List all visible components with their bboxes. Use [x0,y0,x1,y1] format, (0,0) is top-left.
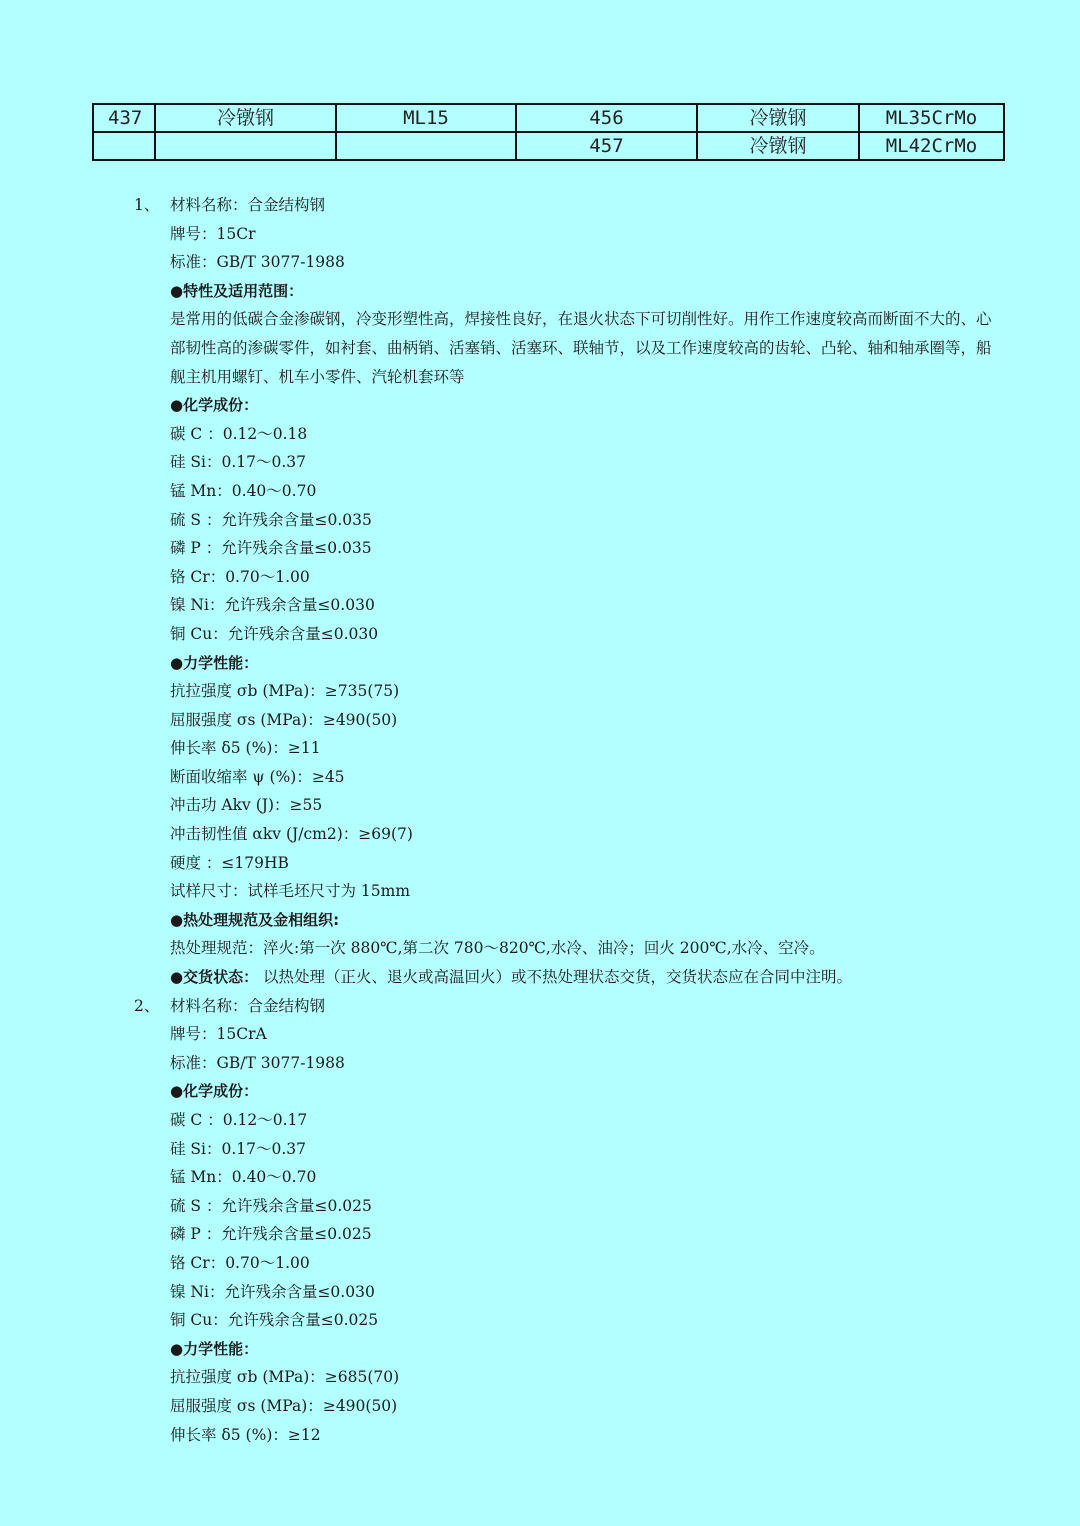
material-name: 材料名称：合金结构钢 [170,996,326,1015]
table-row [93,104,1004,132]
chem-item: 磷 P ：允许残余含量≤0.025 [170,1225,372,1244]
table-cell: 457 [516,132,697,160]
materials-content [0,191,1080,1449]
table-cell [93,132,155,160]
mech-item: 屈服强度 σs (MPa)：≥490(50) [170,710,398,729]
mech-item: 屈服强度 σs (MPa)：≥490(50) [170,1396,398,1415]
chem-item: 锰 Mn：0.40～0.70 [170,481,317,500]
material-grade: 牌号：15Cr [170,224,256,243]
chem-item: 硫 S ：允许残余含量≤0.035 [170,510,372,529]
section-heading: ●化学成份： [170,1082,259,1101]
mech-item: 伸长率 δ5 (%)：≥11 [170,739,321,758]
section-heading: ●力学性能： [170,1339,259,1358]
table-cell: ML35CrMo [859,104,1004,132]
section-heading: ●热处理规范及金相组织: [170,910,340,929]
table-cell: 456 [516,104,697,132]
table-row [93,132,1004,160]
material-standard: 标准：GB/T 3077-1988 [170,1053,345,1072]
delivery-text: 以热处理（正火、退火或高温回火）或不热处理状态交货，交货状态应在合同中注明。 [263,968,853,987]
chem-item: 铜 Cu：允许残余含量≤0.030 [170,624,379,643]
material-name: 材料名称：合金结构钢 [170,196,326,214]
chem-item: 镍 Ni：允许残余含量≤0.030 [170,596,375,615]
material-section [0,992,1080,1450]
table-cell: ML42CrMo [859,132,1004,160]
chem-item: 铬 Cr：0.70～1.00 [170,567,310,586]
material-section [0,191,1080,992]
mech-item: 伸长率 δ5 (%)：≥12 [170,1425,321,1444]
table-cell: 冷镦钢 [697,132,859,160]
table-cell [336,132,516,160]
chem-item: 铬 Cr：0.70～1.00 [170,1253,310,1272]
mech-item: 冲击韧性值 αkv (J/cm2)：≥69(7) [170,825,413,844]
item-number: 2、 [134,996,160,1015]
chem-item: 碳 C ：0.12～0.17 [170,1111,308,1129]
chem-item: 镍 Ni：允许残余含量≤0.030 [170,1282,375,1301]
mech-item: 抗拉强度 σb (MPa)：≥685(70) [170,1368,400,1387]
mech-item: 抗拉强度 σb (MPa)：≥735(75) [170,682,400,701]
chem-item: 磷 P ：允许残余含量≤0.035 [170,539,372,558]
chem-item: 碳 C ：0.12～0.18 [170,424,308,443]
delivery-line [0,963,1080,992]
material-standard: 标准：GB/T 3077-1988 [170,253,345,272]
mech-item: 冲击功 Akv (J)：≥55 [170,796,323,815]
section-heading: ●特性及适用范围： [170,281,304,300]
grades-table [92,103,1005,161]
chem-item: 铜 Cu：允许残余含量≤0.025 [170,1311,379,1330]
material-title-line [0,191,1080,220]
mech-item: 断面收缩率 ψ (%)：≥45 [170,767,345,786]
table-cell: ML15 [336,104,516,132]
features-paragraph: 是常用的低碳合金渗碳钢，冷变形塑性高，焊接性良好，在退火状态下可切削性好。用作工作速度较高而断面不大的、心部韧性高的渗碳零件，如衬套、曲柄销、活塞销、活塞环、联轴节，以及工作速度较高的齿轮、凸轮、轴和轴承圈等，船舰主机用螺钉、机车小零件、汽轮机套环等 [170,310,992,386]
chem-item: 锰 Mn：0.40～0.70 [170,1168,317,1187]
section-heading: ●力学性能： [170,653,259,672]
material-title-line [0,992,1080,1021]
mech-item: 试样尺寸：试样毛坯尺寸为 15mm [170,882,411,901]
chem-item: 硅 Si：0.17～0.37 [170,453,307,472]
mech-item: 硬度 ：≤179HB [170,853,289,872]
table-cell: 冷镦钢 [697,104,859,132]
section-heading: ●化学成份： [170,396,259,415]
section-heading: ●交货状态： [170,968,259,987]
chem-item: 硫 S ：允许残余含量≤0.025 [170,1196,372,1215]
table-cell: 冷镦钢 [155,104,336,132]
heat-treatment-text: 热处理规范：淬火:第一次 880℃,第二次 780～820℃,水冷、油冷；回火 200℃,水冷、空冷。 [170,939,825,958]
table-cell: 437 [93,104,155,132]
table-cell [155,132,336,160]
item-number: 1、 [134,196,160,214]
material-grade: 牌号：15CrA [170,1025,267,1044]
chem-item: 硅 Si：0.17～0.37 [170,1139,307,1158]
